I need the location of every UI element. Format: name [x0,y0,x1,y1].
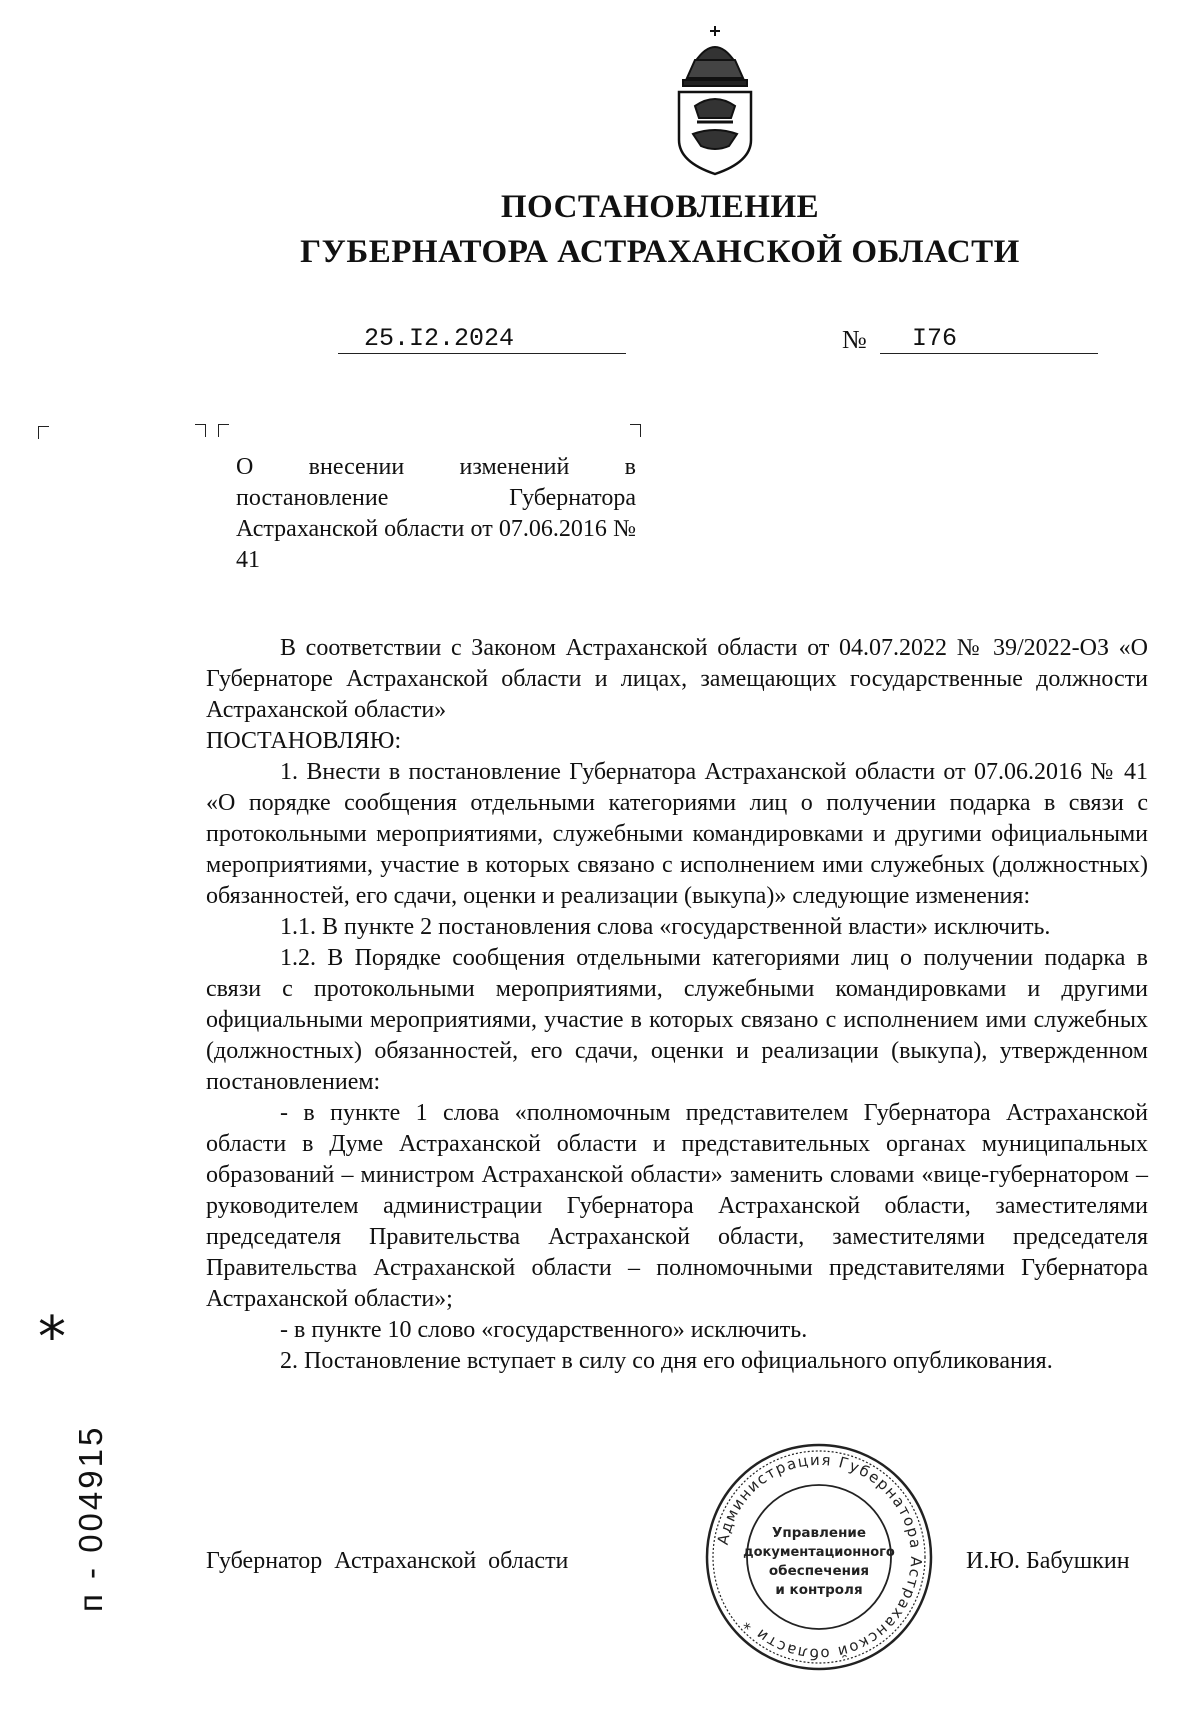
bullet-item: - в пункте 1 слова «полномочным представителем Губернатора Астраханской области в Думе Астраханской области и представительных органах муниципальных образований – министром Астраханской области» заменить словами «вице-губернатором – руководителем администрации Губернатора Астраханской области, заместителями председателя Правительства Астраханской области, заместителями председателя Правительства Астраханской области – полномочными представителями Губернатора Астраханской области»; [206,1100,1148,1312]
official-stamp [704,1442,934,1672]
document-type-title: ПОСТАНОВЛЕНИЕ [500,189,820,225]
corner-mark [195,424,206,437]
signatory-position: Губернатор Астраханской области [206,1548,569,1574]
coat-of-arms-icon [665,22,765,180]
document-number: I76 [880,324,1098,354]
signatory-name: И.Ю. Бабушкин [966,1548,1130,1574]
corner-mark [630,424,641,437]
stamp-inner-line: документационного [743,1545,895,1560]
registry-number: п - 004915 [72,1424,109,1612]
corner-mark [38,426,49,439]
bullet-item: - в пункте 10 слово «государственного» исключить. [280,1317,808,1343]
document-body [206,633,1148,1377]
stamp-inner-line: обеспечения [768,1563,870,1579]
paragraph-2: 2. Постановление вступает в силу со дня его официального опубликования. [280,1348,1053,1374]
issuer-title: ГУБЕРНАТОРА АСТРАХАНСКОЙ ОБЛАСТИ [300,234,1020,270]
stamp-inner-line: Управление [771,1525,867,1541]
corner-mark [218,424,229,437]
paragraph-1: 1. Внести в постановление Губернатора Астраханской области от 07.06.2016 № 41 «О порядке сообщения отдельными категориями лиц о получении подарка в связи с протокольными мероприятиями, служебными командировками и другими официальными мероприятиями, участие в которых связано с исполнением ими служебных (должностных) обязанностей, его сдачи, оценки и реализации (выкупа)» следующие изменения: [206,759,1148,909]
stamp-inner-line: и контроля [775,1582,863,1598]
document-date: 25.I2.2024 [338,324,626,354]
registry-star-mark: * [38,1305,66,1370]
document-subject: О внесении изменений в постановление Губернатора Астраханской области от 07.06.2016 № 41 [236,454,636,573]
number-sign: № [842,325,867,354]
preamble-paragraph: В соответствии с Законом Астраханской области от 04.07.2022 № 39/2022-ОЗ «О Губернаторе Астраханской области и лицах, замещающих государственные должности Астраханской области» [206,635,1148,723]
paragraph-1-2: 1.2. В Порядке сообщения отдельными категориями лиц о получении подарка в связи с протокольными мероприятиями, служебными командировками и другими официальными мероприятиями, участие в которых связано с исполнением ими служебных (должностных) обязанностей, его сдачи, оценки и реализации (выкупа), утвержденном постановлением: [206,945,1148,1095]
paragraph-1-1: 1.1. В пункте 2 постановления слова «государственной власти» исключить. [280,914,1051,940]
decree-word: ПОСТАНОВЛЯЮ: [206,728,402,754]
stamp-ring-text: Администрация Губернатора Астраханской области * [713,1450,926,1664]
